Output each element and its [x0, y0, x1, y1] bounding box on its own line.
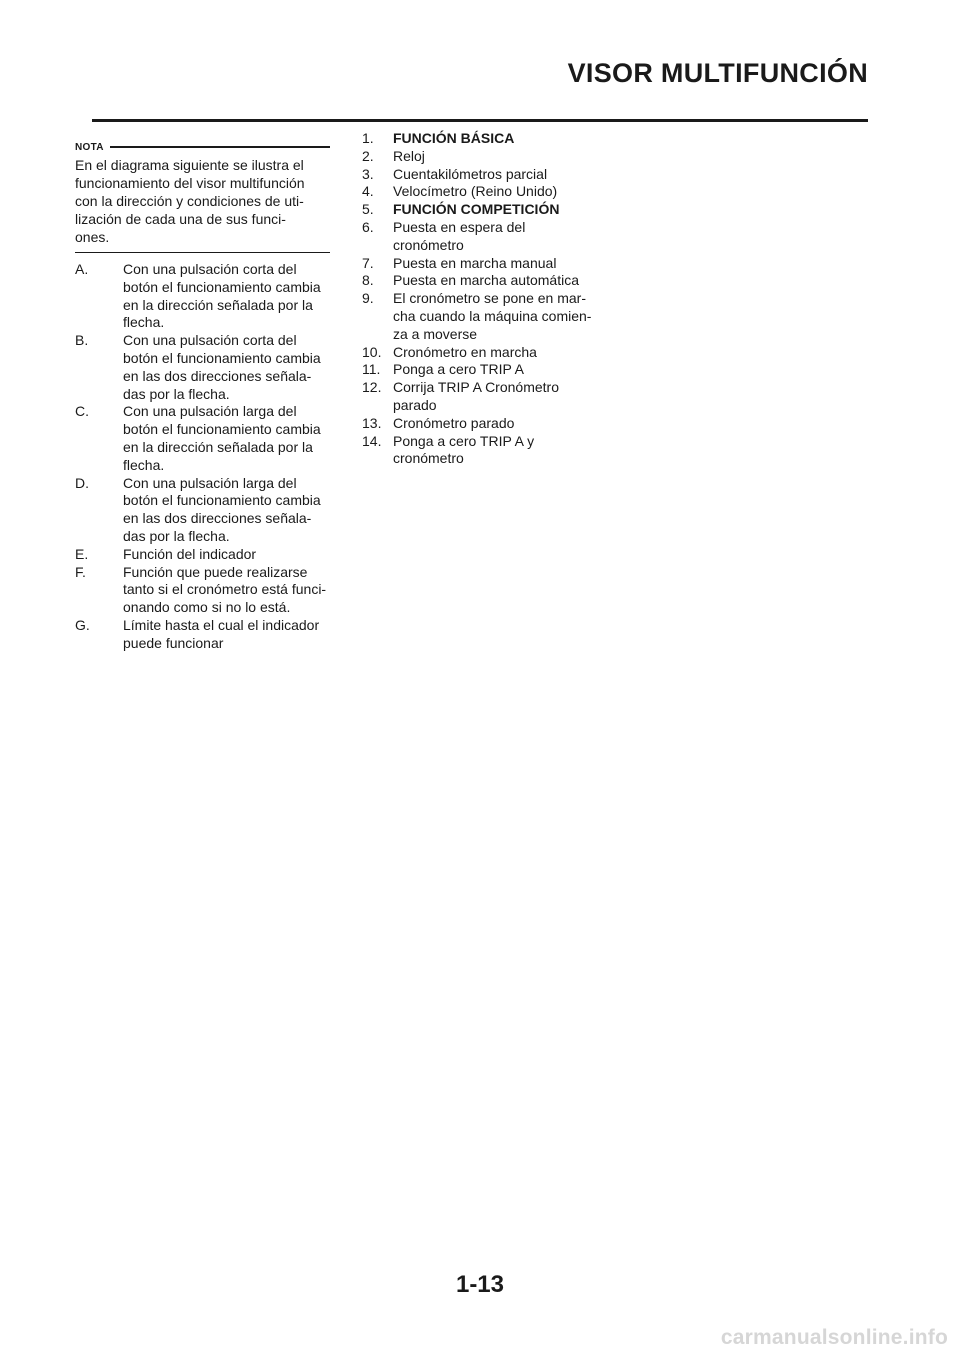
- note-line: En el diagrama siguiente se ilustra el: [75, 157, 304, 173]
- list-item: [75, 261, 330, 332]
- item-line: Velocímetro (Reino Unido): [393, 183, 558, 200]
- item-line: botón el funcionamiento cambia: [123, 421, 321, 438]
- item-line: Límite hasta el cual el indicador: [123, 616, 320, 633]
- item-text: [393, 148, 425, 166]
- item-text: [393, 415, 514, 433]
- item-label: 14.: [362, 432, 382, 449]
- item-line: das por la flecha.: [123, 527, 230, 544]
- list-item: [362, 219, 622, 255]
- item-line: flecha.: [123, 314, 165, 331]
- item-label: 13.: [362, 414, 382, 431]
- list-item: [362, 433, 622, 469]
- item-line: cronómetro: [393, 236, 464, 253]
- item-line: Función del indicador: [123, 545, 257, 562]
- item-text: [393, 272, 579, 290]
- item-label: G.: [75, 616, 90, 633]
- item-text: [393, 255, 556, 273]
- item-line: Puesta en marcha automática: [393, 272, 579, 289]
- list-item: [75, 403, 330, 474]
- page-number: 1-13: [455, 1271, 505, 1298]
- left-column: [75, 140, 330, 653]
- item-line: El cronómetro se pone en mar-: [393, 290, 586, 307]
- item-line: za a moverse: [393, 325, 478, 342]
- list-item: [362, 290, 622, 343]
- item-line: cronómetro: [393, 450, 464, 467]
- item-text: [393, 130, 514, 148]
- item-line: Con una pulsación corta del: [123, 332, 297, 349]
- list-item: [362, 183, 622, 201]
- item-text: [393, 344, 537, 362]
- page-title: VISOR MULTIFUNCIÓN: [567, 58, 868, 88]
- list-item: [75, 332, 330, 403]
- item-line: Ponga a cero TRIP A y: [393, 432, 535, 449]
- list-item: [362, 272, 622, 290]
- list-item: [362, 255, 622, 273]
- item-line: Reloj: [393, 147, 425, 164]
- item-label: E.: [75, 545, 89, 562]
- item-line: en la dirección señalada por la: [123, 438, 313, 455]
- right-column: [362, 130, 622, 468]
- note-body: [75, 156, 330, 253]
- item-label: 3.: [362, 165, 374, 182]
- item-label: C.: [75, 403, 89, 420]
- item-line: Cuentakilómetros parcial: [393, 165, 548, 182]
- item-line: tanto si el cronómetro está funci-: [123, 581, 327, 598]
- item-line: en las dos direcciones señala-: [123, 367, 312, 384]
- item-line: botón el funcionamiento cambia: [123, 278, 321, 295]
- item-text: [123, 403, 321, 474]
- item-line: Con una pulsación corta del: [123, 261, 297, 277]
- item-label: 1.: [362, 130, 374, 146]
- item-line: parado: [393, 396, 437, 413]
- item-line: FUNCIÓN BÁSICA: [393, 130, 515, 146]
- item-line: cha cuando la máquina comien-: [393, 307, 592, 324]
- item-label: 12.: [362, 379, 382, 396]
- item-text: [393, 219, 525, 255]
- item-line: Puesta en marcha manual: [393, 254, 557, 271]
- list-item: [362, 379, 622, 415]
- item-text: [393, 361, 524, 379]
- item-line: flecha.: [123, 456, 165, 473]
- item-line: onando como si no lo está.: [123, 599, 291, 616]
- item-line: Puesta en espera del: [393, 218, 526, 235]
- list-item: [362, 201, 622, 219]
- item-text: [123, 617, 319, 653]
- item-line: en la dirección señalada por la: [123, 296, 313, 313]
- item-text: [123, 564, 326, 617]
- item-text: [393, 379, 559, 415]
- note-line: con la dirección y condiciones de uti-: [75, 193, 304, 209]
- number-legend-list: [362, 130, 622, 468]
- item-line: puede funcionar: [123, 634, 224, 651]
- item-line: Cronómetro en marcha: [393, 343, 537, 360]
- item-label: B.: [75, 332, 89, 349]
- list-item: [362, 361, 622, 379]
- item-label: 8.: [362, 272, 374, 289]
- item-line: Con una pulsación larga del: [123, 474, 297, 491]
- item-text: [393, 201, 559, 219]
- item-label: 10.: [362, 343, 382, 360]
- item-line: Ponga a cero TRIP A: [393, 361, 525, 378]
- watermark-text: carmanualsonline.info: [720, 1326, 948, 1349]
- item-line: Corrija TRIP A Cronómetro: [393, 379, 559, 396]
- item-label: F.: [75, 563, 86, 580]
- item-label: 5.: [362, 201, 374, 218]
- item-label: 11.: [362, 361, 381, 378]
- list-item: [75, 546, 330, 564]
- list-item: [362, 344, 622, 362]
- list-item: [362, 148, 622, 166]
- item-label: 9.: [362, 290, 374, 307]
- list-item: [75, 475, 330, 546]
- note-header: [75, 140, 330, 154]
- note-label: NOTA: [75, 141, 104, 153]
- item-label: 2.: [362, 147, 374, 164]
- item-line: Cronómetro parado: [393, 414, 515, 431]
- note-line: lización de cada una de sus funci-: [75, 211, 286, 227]
- item-text: [393, 166, 547, 184]
- list-item: [75, 617, 330, 653]
- item-label: 6.: [362, 218, 374, 235]
- note-line: funcionamiento del visor multifunción: [75, 175, 305, 191]
- item-label: D.: [75, 474, 89, 491]
- list-item: [362, 130, 622, 148]
- list-item: [75, 564, 330, 617]
- item-text: [393, 290, 591, 343]
- item-text: [393, 433, 534, 469]
- item-line: Función que puede realizarse: [123, 563, 308, 580]
- item-label: 4.: [362, 183, 374, 200]
- header-rule: [92, 119, 868, 122]
- item-text: [123, 475, 321, 546]
- item-text: [123, 546, 256, 564]
- item-line: FUNCIÓN COMPETICIÓN: [393, 201, 560, 218]
- list-item: [362, 415, 622, 433]
- item-text: [123, 332, 321, 403]
- letter-legend-list: [75, 261, 330, 653]
- item-line: en las dos direcciones señala-: [123, 510, 312, 527]
- item-line: botón el funcionamiento cambia: [123, 349, 321, 366]
- item-text: [123, 261, 321, 332]
- item-line: das por la flecha.: [123, 385, 230, 402]
- item-line: Con una pulsación larga del: [123, 403, 297, 420]
- item-line: botón el funcionamiento cambia: [123, 492, 321, 509]
- item-label: 7.: [362, 254, 374, 271]
- item-text: [393, 183, 557, 201]
- list-item: [362, 166, 622, 184]
- note-line: ones.: [75, 229, 110, 245]
- item-label: A.: [75, 261, 89, 277]
- note-divider: [110, 146, 330, 148]
